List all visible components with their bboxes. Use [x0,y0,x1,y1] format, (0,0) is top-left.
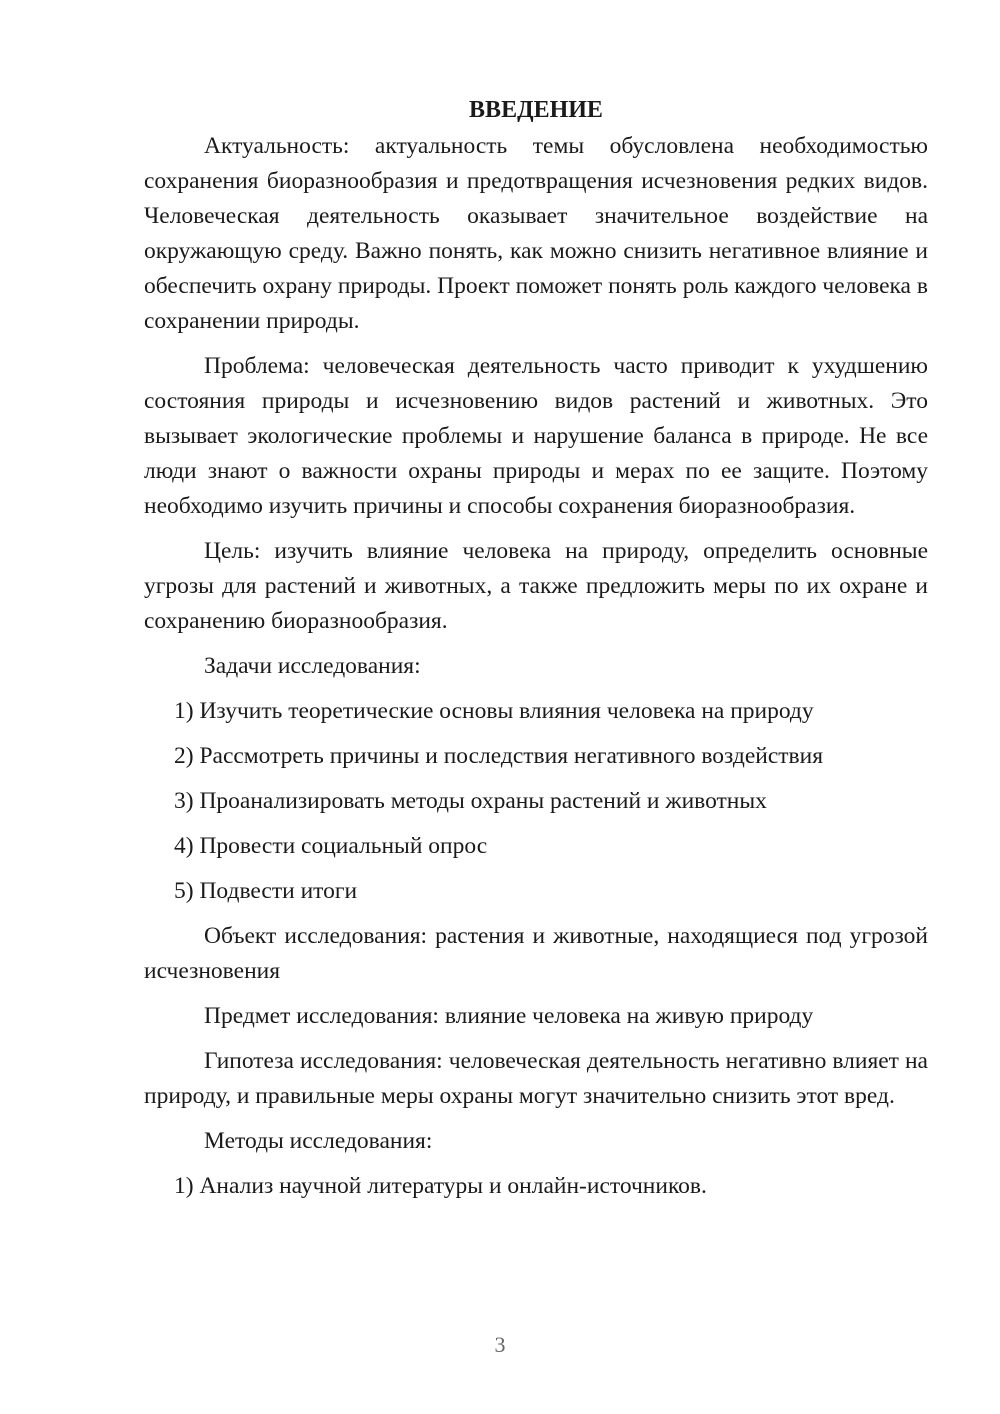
tasks-list [144,694,928,909]
list-item: 2) Рассмотреть причины и последствия негативного воздействия [174,743,824,769]
hypothesis-paragraph: Гипотеза исследования: человеческая деятельность негативно влияет на природу, и правильные меры охраны могут значительно снизить этот вред. [144,1048,928,1109]
tasks-title: Задачи исследования: [204,653,421,679]
list-item: 1) Изучить теоретические основы влияния человека на природу [174,698,814,724]
list-item: 5) Подвести итоги [174,878,358,904]
section-heading: ВВЕДЕНИЕ [469,97,603,123]
list-item: 3) Проанализировать методы охраны растений и животных [174,788,767,814]
list-item: 4) Провести социальный опрос [174,833,488,859]
document-page [144,92,928,1214]
list-item: 1) Анализ научной литературы и онлайн-источников. [174,1173,707,1199]
goal-paragraph: Цель: изучить влияние человека на природу, определить основные угрозы для растений и животных, а также предложить меры по их охране и сохранению биоразнообразия. [144,538,928,634]
subject-paragraph: Предмет исследования: влияние человека на живую природу [204,1003,814,1029]
methods-list [144,1169,928,1204]
problem-paragraph: Проблема: человеческая деятельность часто приводит к ухудшению состояния природы и исчезновению видов растений и животных. Это вызывает экологические проблемы и нарушение баланса в природе. Не все люди знают о важности охраны природы и мерах по ее защите. Поэтому необходимо изучить причины и способы сохранения биоразнообразия. [144,353,928,519]
object-paragraph: Объект исследования: растения и животные, находящиеся под угрозой исчезновения [144,923,928,984]
methods-title: Методы исследования: [204,1128,433,1154]
relevance-paragraph: Актуальность: актуальность темы обусловлена необходимостью сохранения биоразнообразия и предотвращения исчезновения редких видов. Человеческая деятельность оказывает значительное воздействие на окружающую среду. Важно понять, как можно снизить негативное влияние и обеспечить охрану природы. Проект поможет понять роль каждого человека в сохранении природы. [144,133,928,334]
page-number: 3 [494,1332,506,1357]
